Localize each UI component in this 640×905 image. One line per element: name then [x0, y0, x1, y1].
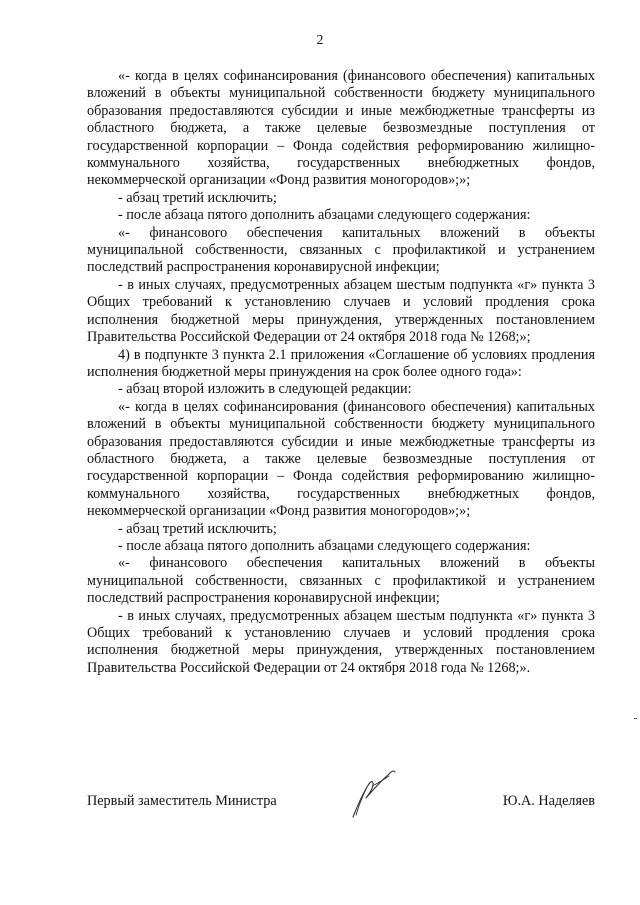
paragraph: - в иных случаях, предусмотренных абзацем шестым подпункта «г» пункта 3 Общих требований к установлению случаев и условий продления срока исполнения бюджетной меры принуждения, утвержденных постановлением Правительства Российской Федерации от 24 октября 2018 года № 1268;»;	[87, 276, 595, 346]
signatory-title: Первый заместитель Министра	[87, 793, 277, 809]
signatory-name: Ю.А. Наделяев	[502, 793, 595, 809]
paragraph: - абзац третий исключить;	[118, 520, 277, 537]
paragraph: - в иных случаях, предусмотренных абзацем шестым подпункта «г» пункта 3 Общих требований к установлению случаев и условий продления срока исполнения бюджетной меры принуждения, утвержденных постановлением Правительства Российской Федерации от 24 октября 2018 года № 1268;».	[87, 607, 595, 676]
paragraph: «- финансового обеспечения капитальных вложений в объекты муниципальной собственности, связанных с профилактикой и устранением последствий распространения коронавирусной инфекции;	[87, 224, 595, 276]
document-body	[87, 68, 595, 677]
paragraph: - после абзаца пятого дополнить абзацами следующего содержания:	[118, 537, 531, 554]
paragraph: - после абзаца пятого дополнить абзацами следующего содержания:	[118, 207, 531, 224]
paragraph: - абзац второй изложить в следующей редакции:	[118, 381, 412, 398]
paragraph: «- когда в целях софинансирования (финансового обеспечения) капитальных вложений в объекты муниципальной собственности бюджету муниципального образования предоставляются субсидии и иные межбюджетные трансферты из областного бюджета, а также целевые безвозмездные поступления от государственной корпорации – Фонда содействия реформированию жилищно-коммунального хозяйства, государственных внебюджетных фондов, некоммерческой организации «Фонд развития моногородов»;»;	[87, 68, 595, 189]
paragraph: 4) в подпункте 3 пункта 2.1 приложения «Соглашение об условиях продления исполнения бюджетной меры принуждения на срок более одного года»:	[87, 346, 595, 380]
handwritten-signature	[339, 763, 409, 823]
margin-mark	[634, 718, 637, 719]
paragraph: «- когда в целях софинансирования (финансового обеспечения) капитальных вложений в объекты муниципальной собственности бюджету муниципального образования предоставляются субсидии и иные межбюджетные трансферты из областного бюджета, а также целевые безвозмездные поступления от государственной корпорации – Фонда содействия реформированию жилищно-коммунального хозяйства, государственных внебюджетных фондов, некоммерческой организации «Фонд развития моногородов»;»;	[87, 398, 595, 520]
paragraph: - абзац третий исключить;	[118, 189, 277, 206]
paragraph: «- финансового обеспечения капитальных вложений в объекты муниципальной собственности, связанных с профилактикой и устранением последствий распространения коронавирусной инфекции;	[87, 555, 595, 607]
page-number: 2	[316, 33, 324, 48]
signature-block	[87, 789, 595, 819]
